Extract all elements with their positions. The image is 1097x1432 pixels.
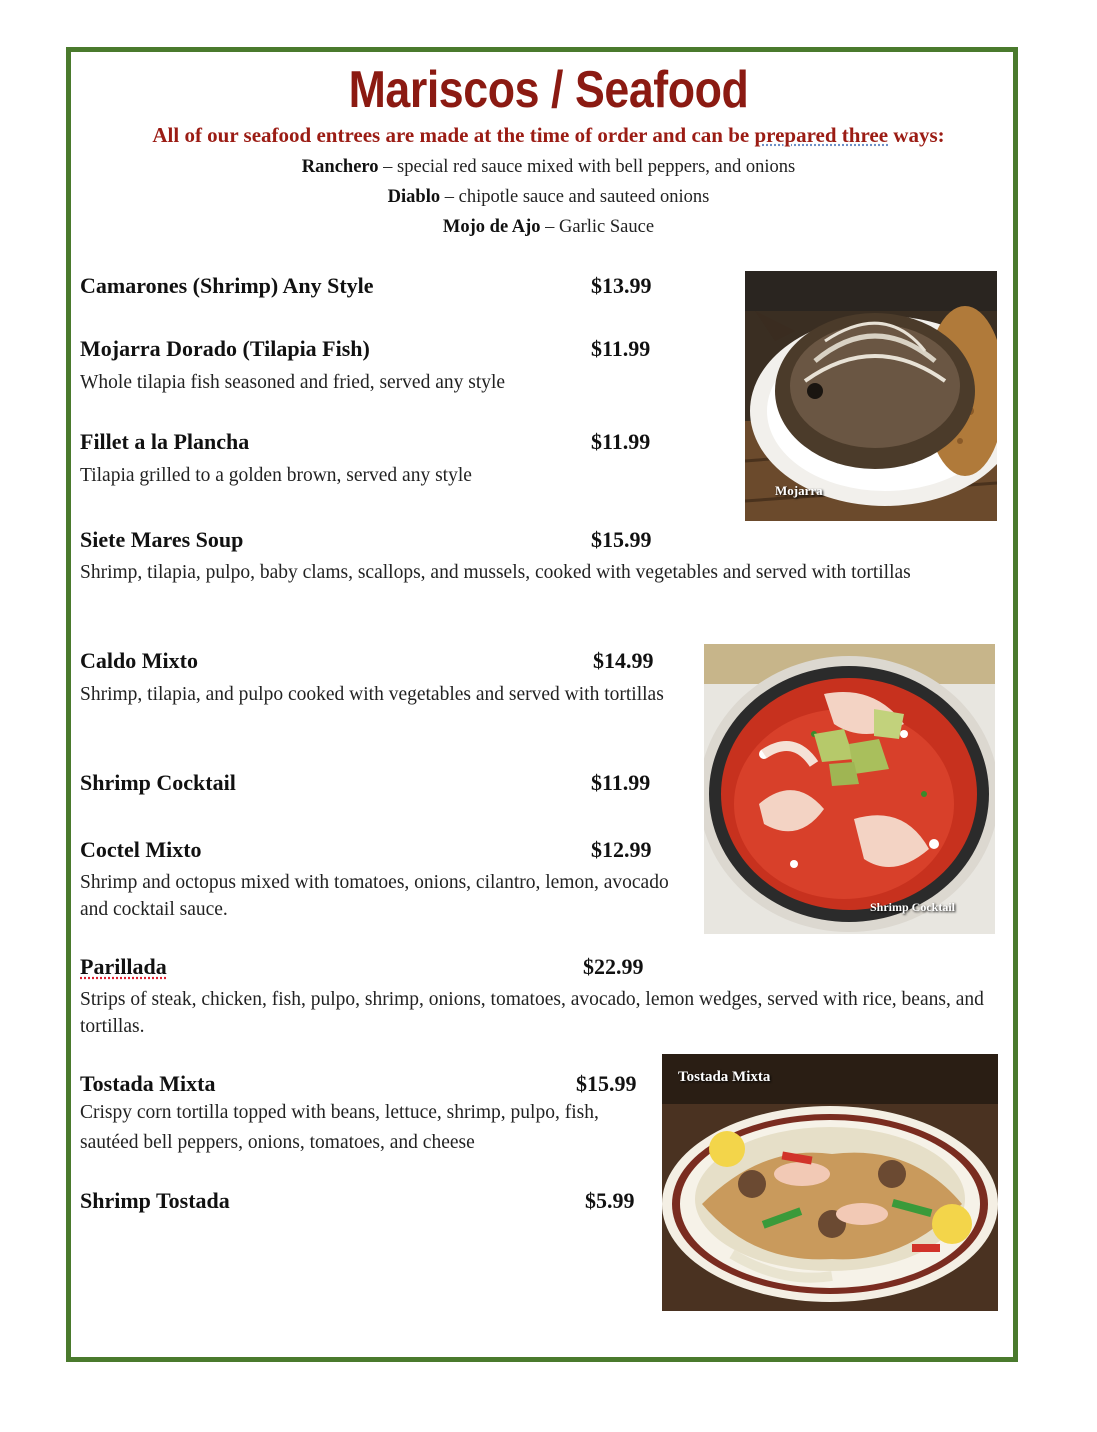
item-desc-mojarra: Whole tilapia fish seasoned and fried, served any style [80,372,506,393]
mojarra-caption: Mojarra [775,483,823,498]
item-price-shrimp-tostada: $5.99 [585,1188,635,1213]
item-desc-caldo-mixto: Shrimp, tilapia, and pulpo cooked with vegetables and served with tortillas [80,684,664,705]
item-name-fillet: Fillet a la Plancha [80,429,250,454]
tostada-mixta-caption: Tostada Mixta [678,1069,771,1085]
item-desc-parillada: Strips of steak, chicken, fish, pulpo, shrimp, onions, tomatoes, avocado, lemon wedges, served with rice, beans, and tortillas. [80,989,984,1037]
item-price-camarones: $13.99 [591,273,652,298]
item-desc-coctel-mixto: Shrimp and octopus mixed with tomatoes, onions, cilantro, lemon, avocado and cocktail sauce. [80,872,669,920]
item-price-tostada-mixta: $15.99 [576,1071,637,1096]
intro-text [0,123,1097,148]
style-ranchero [0,157,1097,178]
style-mojo-de-ajo [0,217,1097,238]
item-desc-tostada-mixta: Crispy corn tortilla topped with beans, lettuce, shrimp, pulpo, fish, sautéed bell peppers, onions, tomatoes, and cheese [80,1102,599,1153]
intro-text-part1: All of our seafood entrees are made at the time of order and can be [152,123,755,147]
item-price-mojarra: $11.99 [591,336,651,361]
intro-text-part2: ways: [888,123,945,147]
tostada-mixta-photo [662,1054,998,1311]
page-title: Mariscos / Seafood [348,61,749,119]
item-price-caldo-mixto: $14.99 [593,648,654,673]
item-price-coctel-mixto: $12.99 [591,837,652,862]
style-name: Ranchero [301,157,379,177]
item-name-parillada: Parillada [80,954,167,979]
item-price-siete-mares: $15.99 [591,527,652,552]
style-desc: – Garlic Sauce [540,217,655,237]
item-name-shrimp-cocktail: Shrimp Cocktail [80,770,236,795]
shrimp-cocktail-photo [704,644,995,934]
mojarra-photo [745,271,997,521]
shrimp-cocktail-caption: Shrimp Cocktail [870,900,956,914]
item-desc-fillet: Tilapia grilled to a golden brown, served any style [80,465,472,486]
style-name: Mojo de Ajo [442,217,541,237]
item-name-camarones: Camarones (Shrimp) Any Style [80,273,374,298]
style-name: Diablo [387,187,441,207]
item-name-shrimp-tostada: Shrimp Tostada [80,1188,230,1213]
item-desc-siete-mares: Shrimp, tilapia, pulpo, baby clams, scallops, and mussels, cooked with vegetables and served with tortillas [80,562,911,583]
item-name-coctel-mixto: Coctel Mixto [80,837,202,862]
intro-text-underlined: prepared three [754,123,889,147]
style-diablo [0,187,1097,208]
item-price-shrimp-cocktail: $11.99 [591,770,651,795]
item-name-mojarra: Mojarra Dorado (Tilapia Fish) [80,336,370,361]
style-desc: – special red sauce mixed with bell peppers, and onions [378,157,796,177]
style-desc: – chipotle sauce and sauteed onions [440,187,710,207]
item-price-parillada: $22.99 [583,954,644,979]
item-name-tostada-mixta: Tostada Mixta [80,1071,216,1096]
item-price-fillet: $11.99 [591,429,651,454]
item-name-caldo-mixto: Caldo Mixto [80,648,198,673]
item-name-siete-mares: Siete Mares Soup [80,527,244,552]
